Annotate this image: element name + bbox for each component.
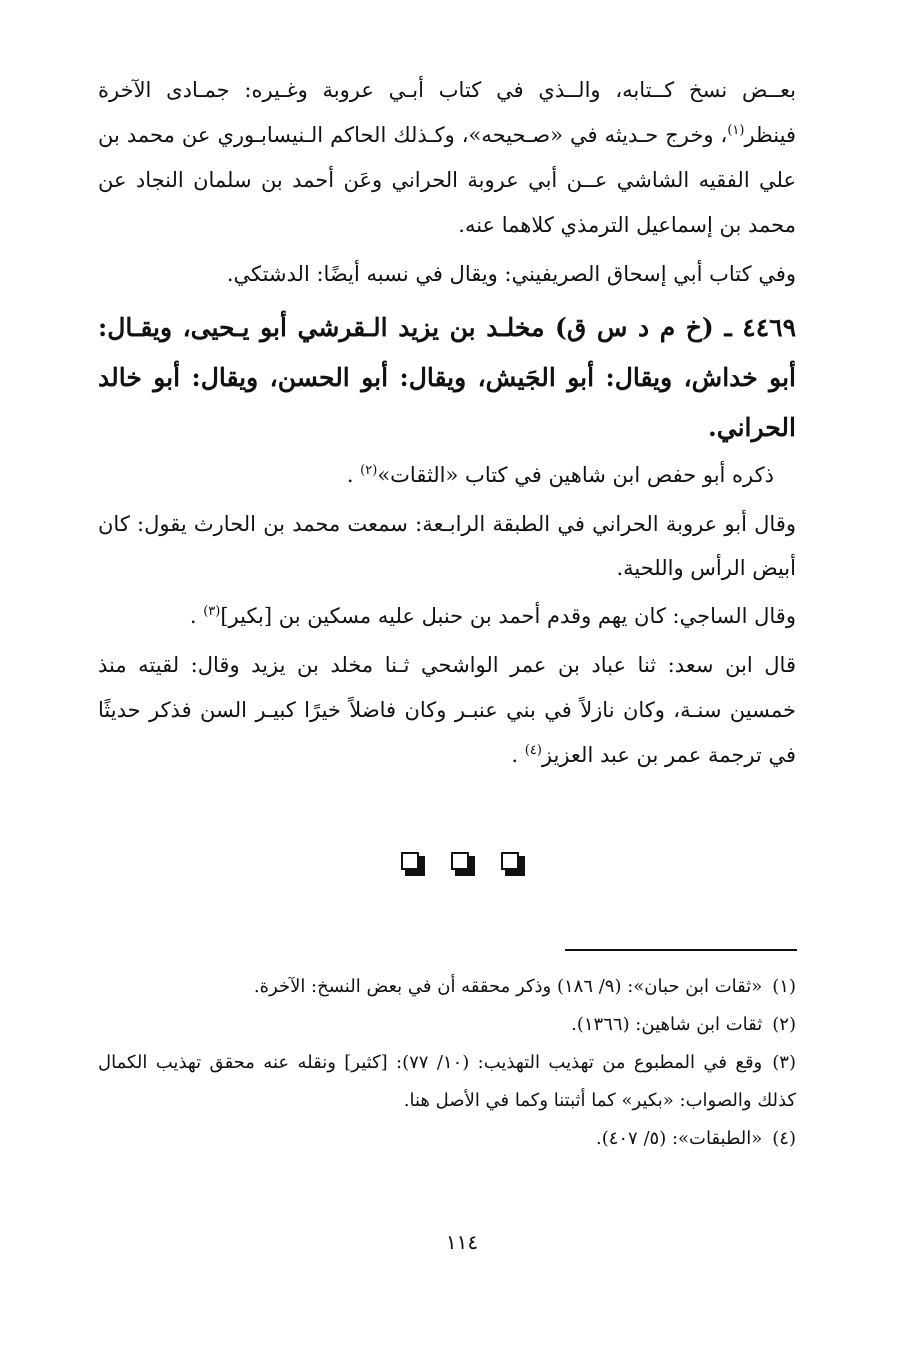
footnote-4 [98, 1120, 796, 1158]
footnote-2 [98, 1006, 796, 1044]
footnote-separator [565, 949, 797, 951]
footnote-3 [98, 1044, 796, 1120]
footnote-text: «ثقات ابن حبان»: (٩/ ١٨٦) وذكر محققه أن في بعض النسخ: الآخرة. [253, 976, 763, 997]
paragraph-5-end: . [189, 604, 204, 628]
footnote-number: (٣) [772, 1052, 796, 1073]
paragraph-1-text: بعــض نسخ كــتابه، والــذي في كتاب أبـي عروبة وغـيره: جمـادى الآخرة فينظر [98, 78, 796, 147]
footnote-number: (٤) [772, 1128, 796, 1149]
footnote-number: (٢) [772, 1014, 796, 1035]
section-divider-ornaments [0, 852, 924, 874]
footnote-text: «الطبقات»: (٥/ ٤٠٧). [595, 1128, 763, 1149]
box-ornament-icon [451, 852, 473, 874]
footnotes [98, 968, 796, 1158]
paragraph-6-text: قال ابن سعد: ثنا عباد بن عمر الواشحي ثـنا مخلد بن يزيد وقال: لقيته منذ خمسين سنـة، وكان نازلاً في بني عنبـر وكان فاضلاً خيرًا كبيـر السن فذكر حديثًا في ترجمة عمر بن عبد العزيز [98, 653, 796, 767]
box-ornament-icon [501, 852, 523, 874]
footnote-ref-4[interactable]: (٤) [524, 743, 542, 758]
footnote-number: (١) [772, 976, 796, 997]
footnote-ref-1[interactable]: (١) [727, 123, 745, 138]
footnote-1 [98, 968, 796, 1006]
footnote-text: ثقات ابن شاهين: (١٣٦٦). [571, 1014, 763, 1035]
paragraph-3 [98, 453, 796, 498]
page-number: ١١٤ [445, 1230, 479, 1254]
main-text [98, 68, 796, 782]
entry-heading: ٤٤٦٩ ـ (خ م د س ق) مخلـد بن يزيد الـقرشي أبو يـحيى، ويقـال: أبو خداش، ويقال: أبو الجَيش، ويقال: أبو الحسن، ويقال: أبو خالد الحراني. [98, 313, 796, 442]
paragraph-5-text: وقال الساجي: كان يهم وقدم أحمد بن حنبل عليه مسكين بن [بكير] [220, 604, 796, 628]
paragraph-5 [98, 594, 796, 639]
paragraph-1 [98, 68, 796, 248]
footnote-ref-2[interactable]: (٢) [360, 463, 378, 478]
paragraph-1-rest: ، وخرج حـديثه في «صـحيحه»، وكـذلك الحاكم الـنيسابـوري عن محمد بن علي الفقيه الشاشي عــن أبي عروبة الحراني وعَن أحمد بن سلمان النجاد عن محمد بن إسماعيل الترمذي كلاهما عنه. [98, 123, 796, 237]
paragraph-2: وفي كتاب أبي إسحاق الصريفيني: ويقال في نسبه أيضًا: الدشتكي. [226, 262, 796, 286]
paragraph-3-text: ذكره أبو حفص ابن شاهين في كتاب «الثقات» [377, 463, 774, 487]
paragraph-6 [98, 643, 796, 778]
footnote-text: وقع في المطبوع من تهذيب التهذيب: (١٠/ ٧٧): [كثير] ونقله عنه محقق تهذيب الكمال كذلك والصواب: «بكير» كما أثبتنا وكما في الأصل هنا. [98, 1052, 796, 1111]
paragraph-6-end: . [511, 743, 525, 767]
paragraph-4: وقال أبو عروبة الحراني في الطبقة الرابـعة: سمعت محمد بن الحارث يقول: كان أبيض الرأس واللحية. [98, 512, 796, 580]
box-ornament-icon [401, 852, 423, 874]
footnote-ref-3[interactable]: (٣) [203, 604, 221, 619]
paragraph-3-end: . [346, 463, 361, 487]
